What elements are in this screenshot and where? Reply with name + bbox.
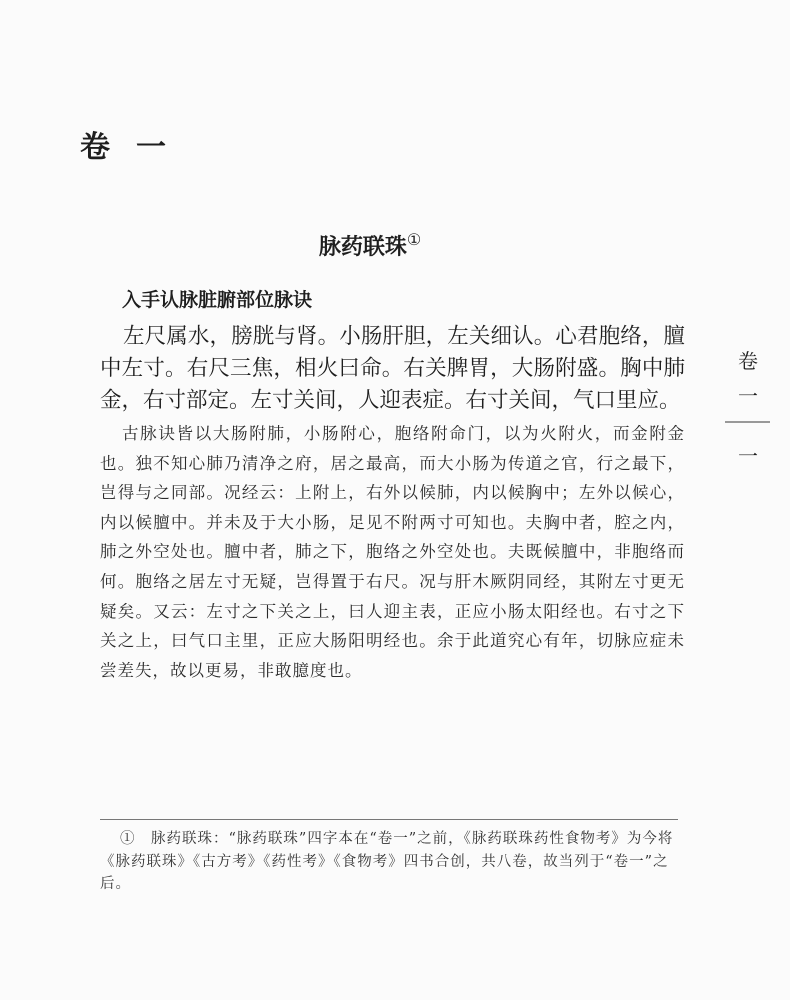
- margin-volume-char: 卷: [738, 349, 758, 373]
- subheading: 入手认脉脏腑部位脉诀: [122, 289, 313, 311]
- footnote-mark: ①: [406, 230, 422, 249]
- footnote-divider: [100, 819, 678, 820]
- verse-paragraph: 左尺属水，膀胱与肾。小肠肝胆，左关细认。心君胞络，膻中左寸。右尺三焦，相火曰命。右关脾胃，大肠附盛。胸中肺金，右寸部定。左寸关间，人迎表症。右寸关间，气口里应。: [100, 324, 685, 413]
- margin-volume-number: 一: [738, 384, 758, 408]
- section-title-text: 脉药联珠: [318, 234, 407, 260]
- margin-divider: [725, 421, 770, 423]
- text-column: [100, 287, 685, 896]
- volume-title: 卷一: [80, 130, 192, 165]
- commentary-paragraph: 古脉诀皆以大肠附肺，小肠附心，胞络附命门，以为火附火，而金附金也。独不知心肺乃清净之府，居之最高，而大小肠为传道之官，行之最下，岂得与之同部。况经云：上附上，右外以候肺，内以候胸中；左外以候心，内以候膻中。并未及于大小肠，足见不附两寸可知也。夫胸中者，腔之内，肺之外空处也。膻中者，肺之下，胞络之外空处也。夫既候膻中，非胞络而何。胞络之居左寸无疑，岂得置于右尺。况与肝木厥阴同经，其附左寸更无疑矣。又云：左寸之下关之上，曰人迎主表，正应小肠太阳经也。右寸之下关之上，曰气口主里，正应大肠阳明经也。余于此道究心有年，切脉应症未尝差失，故以更易，非敢臆度也。: [100, 424, 685, 680]
- footnote: ① 脉药联珠：“脉药联珠”四字本在“卷一”之前，《脉药联珠药性食物考》为今将《脉药联珠》《古方考》《药性考》《食物考》四书合创，共八卷，故当列于“卷一”之后。: [100, 831, 674, 893]
- section-title: [0, 230, 740, 261]
- page-number: 一: [738, 444, 758, 468]
- blank-space: [100, 685, 685, 805]
